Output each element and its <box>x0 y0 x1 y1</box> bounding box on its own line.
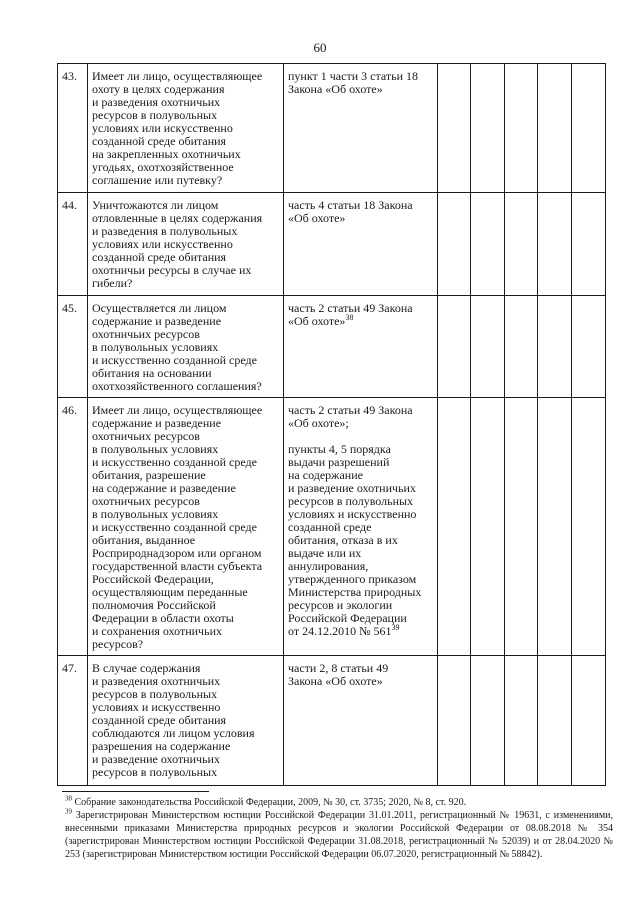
footnote-divider <box>62 791 209 792</box>
note-cell <box>572 656 606 786</box>
answer-yes-cell <box>438 398 471 656</box>
question-cell: Имеет ли лицо, осуществляющее охоту в целях содержания и разведения охотничьих ресурсов в полувольных условиях или искусственно созданной среде обитания на закрепленных охотничьих угодьях, охотхозяйственное соглашение или путевку? <box>88 64 284 193</box>
legal-reference: часть 4 статьи 18 Закона «Об охоте» <box>288 198 413 225</box>
footnote-number: 38 <box>65 794 72 803</box>
legal-reference: часть 2 статьи 49 Закона «Об охоте» <box>288 301 413 328</box>
table-row <box>58 398 606 656</box>
table-row <box>58 64 606 193</box>
footnote <box>65 809 613 861</box>
footnotes <box>65 796 613 861</box>
legal-reference-cell <box>284 398 438 656</box>
legal-reference-cell <box>284 193 438 296</box>
answer-extra-cell <box>538 64 572 193</box>
note-cell <box>572 64 606 193</box>
footnote-ref: 39 <box>391 623 400 632</box>
page-number: 60 <box>313 40 327 55</box>
question-cell: Уничтожаются ли лицом отловленные в целях содержания и разведения в полувольных условиях или искусственно созданной среде обитания охотничьи ресурсы в случае их гибели? <box>88 193 284 296</box>
answer-na-cell <box>505 193 538 296</box>
legal-reference-order: пункты 4, 5 порядка выдачи разрешений на содержание и разведение охотничьих ресурсов в полувольных условиях и искусственно созданной среде обитания, отказа в их выдаче или их аннулирования, утвержденного приказом Министерства природных ресурсов и экологии Российской Федерации от 24.12.2010 № 561 <box>288 442 422 638</box>
answer-yes-cell <box>438 296 471 398</box>
answer-na-cell <box>505 296 538 398</box>
question-cell: Имеет ли лицо, осуществляющее содержание и разведение охотничьих ресурсов в полувольных условиях и искусственно созданной среде обитания, разрешение на содержание и разведение охотничьих ресурсов в полувольных условиях и искусственно созданной среде обитания, выданное Росприроднадзором или органом государственной власти субъекта Российской Федерации, осуществляющим переданные полномочия Российской Федерации в области охоты и сохранения охотничьих ресурсов? <box>88 398 284 656</box>
table-row <box>58 656 606 786</box>
answer-extra-cell <box>538 398 572 656</box>
row-number: 47. <box>58 656 88 786</box>
legal-reference-cell <box>284 64 438 193</box>
answer-yes-cell <box>438 64 471 193</box>
legal-reference-cell <box>284 296 438 398</box>
answer-na-cell <box>505 64 538 193</box>
footnote-ref: 38 <box>345 313 354 322</box>
footnote <box>65 796 613 809</box>
answer-extra-cell <box>538 296 572 398</box>
footnote-text: Зарегистрирован Министерством юстиции Российской Федерации 31.01.2011, регистрационный № 19631, с изменениями, внесенными приказами Министерства природных ресурсов и экологии Российской Федерации от 08.08.2018 № 354 (зарегистрирован Министерством юстиции Российской Федерации 31.08.2018, регистрационный № 52039) и от 28.04.2020 № 253 (зарегистрирован Министерством юстиции Российской Федерации 06.07.2020, регистрационный № 58842). <box>65 810 614 860</box>
row-number: 45. <box>58 296 88 398</box>
answer-extra-cell <box>538 656 572 786</box>
answer-extra-cell <box>538 193 572 296</box>
table-row <box>58 193 606 296</box>
answer-yes-cell <box>438 193 471 296</box>
checklist-table <box>57 63 606 786</box>
note-cell <box>572 296 606 398</box>
answer-no-cell <box>471 398 505 656</box>
legal-reference: части 2, 8 статьи 49 Закона «Об охоте» <box>288 661 389 688</box>
table-row <box>58 296 606 398</box>
question-cell: В случае содержания и разведения охотничьих ресурсов в полувольных условиях и искусственно созданной среде обитания соблюдаются ли лицом условия разрешения на содержание и разведение охотничьих ресурсов в полувольных <box>88 656 284 786</box>
legal-reference-cell <box>284 656 438 786</box>
row-number: 44. <box>58 193 88 296</box>
answer-no-cell <box>471 296 505 398</box>
answer-no-cell <box>471 656 505 786</box>
answer-na-cell <box>505 656 538 786</box>
note-cell <box>572 193 606 296</box>
answer-no-cell <box>471 64 505 193</box>
legal-reference: часть 2 статьи 49 Закона «Об охоте»; <box>288 403 413 430</box>
note-cell <box>572 398 606 656</box>
answer-no-cell <box>471 193 505 296</box>
question-cell: Осуществляется ли лицом содержание и разведение охотничьих ресурсов в полувольных условиях и искусственно созданной среде обитания на основании охотхозяйственного соглашения? <box>88 296 284 398</box>
legal-reference: пункт 1 части 3 статьи 18 Закона «Об охоте» <box>288 69 418 96</box>
row-number: 46. <box>58 398 88 656</box>
footnote-text: Собрание законодательства Российской Федерации, 2009, № 30, ст. 3735; 2020, № 8, ст. 920. <box>74 797 467 808</box>
row-number: 43. <box>58 64 88 193</box>
answer-yes-cell <box>438 656 471 786</box>
footnote-number: 39 <box>65 807 72 816</box>
answer-na-cell <box>505 398 538 656</box>
